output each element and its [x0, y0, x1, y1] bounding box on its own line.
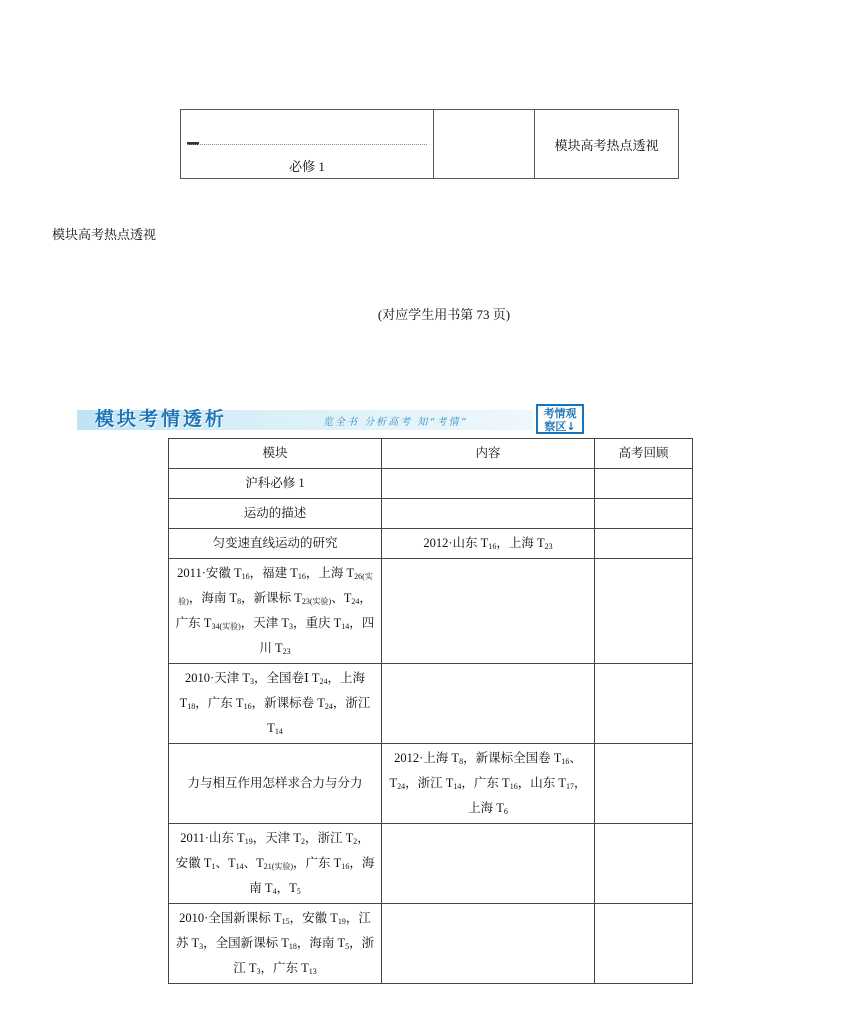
content-cell	[382, 664, 595, 744]
header-rule	[187, 144, 427, 145]
table-body	[169, 469, 693, 984]
review-cell	[595, 559, 693, 664]
table-row	[169, 529, 693, 559]
review-cell	[595, 904, 693, 984]
content-cell	[382, 904, 595, 984]
content-cell	[382, 469, 595, 499]
table-row	[169, 559, 693, 664]
header-review: 高考回顾	[595, 439, 693, 469]
module-cell: 2010·天津 $T_3$，全国卷Ⅰ $T_{24}$，上海 $T_{18}$，广东 $T_{16}$，新课标卷 $T_{24}$，浙江 $T_{14}$	[169, 664, 382, 744]
content-cell	[382, 499, 595, 529]
review-cell	[595, 499, 693, 529]
module-cell: 运动的描述	[169, 499, 382, 529]
review-cell	[595, 824, 693, 904]
banner-title: 模块考情透析	[95, 408, 228, 430]
table-row	[169, 469, 693, 499]
review-cell	[595, 469, 693, 499]
table-row	[169, 664, 693, 744]
content-cell	[382, 824, 595, 904]
header-right-label: 模块高考热点透视	[554, 138, 659, 154]
header-middle-cell	[434, 110, 535, 178]
header-box	[180, 109, 679, 179]
banner-slogan: 览全书 分析高考 知“考情”	[323, 417, 468, 428]
table-row	[169, 904, 693, 984]
banner-badge	[536, 404, 584, 434]
content-cell: 2012·山东 $T_{16}$，上海 $T_{23}$	[382, 529, 595, 559]
table-row	[169, 824, 693, 904]
review-cell	[595, 529, 693, 559]
module-cell: 沪科必修 1	[169, 469, 382, 499]
exam-table	[168, 438, 693, 984]
module-cell: 2011·安徽 $T_{16}$，福建 $T_{16}$，上海 $T_{26(实验)}$，海南 $T_8$，新课标 $T_{23(实验)}$、$T_{24}$，广东 $T_{34(实验)}$，天津 $T_3$，重庆 $T_{14}$，四川 $T_{23}$	[169, 559, 382, 664]
content-cell: 2012·上海 $T_8$，新课标全国卷 $T_{16}$、$T_{24}$，浙江 $T_{14}$，广东 $T_{16}$，山东 $T_{17}$，上海 $T_6$	[382, 744, 595, 824]
module-cell: 力与相互作用怎样求合力与分力	[169, 744, 382, 824]
badge-line-1: 考情观	[543, 407, 577, 420]
review-cell	[595, 744, 693, 824]
section-heading: 模块高考热点透视	[52, 228, 157, 243]
header-left-label: 必修 1	[289, 159, 325, 174]
header-content: 内容	[382, 439, 595, 469]
header-left-cell	[181, 110, 434, 178]
header-module: 模块	[169, 439, 382, 469]
badge-line-2: 察区↓	[544, 420, 576, 433]
module-cell: 2010·全国新课标 $T_{15}$，安徽 $T_{19}$，江苏 $T_3$，全国新课标 $T_{18}$，海南 $T_5$，浙江 $T_3$，广东 $T_{13}$	[169, 904, 382, 984]
table-row	[169, 744, 693, 824]
review-cell	[595, 664, 693, 744]
module-cell: 2011·山东 $T_{19}$，天津 $T_2$，浙江 $T_2$，安徽 $T_1$、$T_{14}$、$T_{21(实验)}$，广东 $T_{16}$，海南 $T_4$，$T_5$	[169, 824, 382, 904]
table-header-row	[169, 439, 693, 469]
module-cell: 匀变速直线运动的研究	[169, 529, 382, 559]
table-row	[169, 499, 693, 529]
page-reference: (对应学生用书第 73 页)	[377, 307, 511, 322]
section-banner	[77, 404, 587, 436]
content-cell	[382, 559, 595, 664]
